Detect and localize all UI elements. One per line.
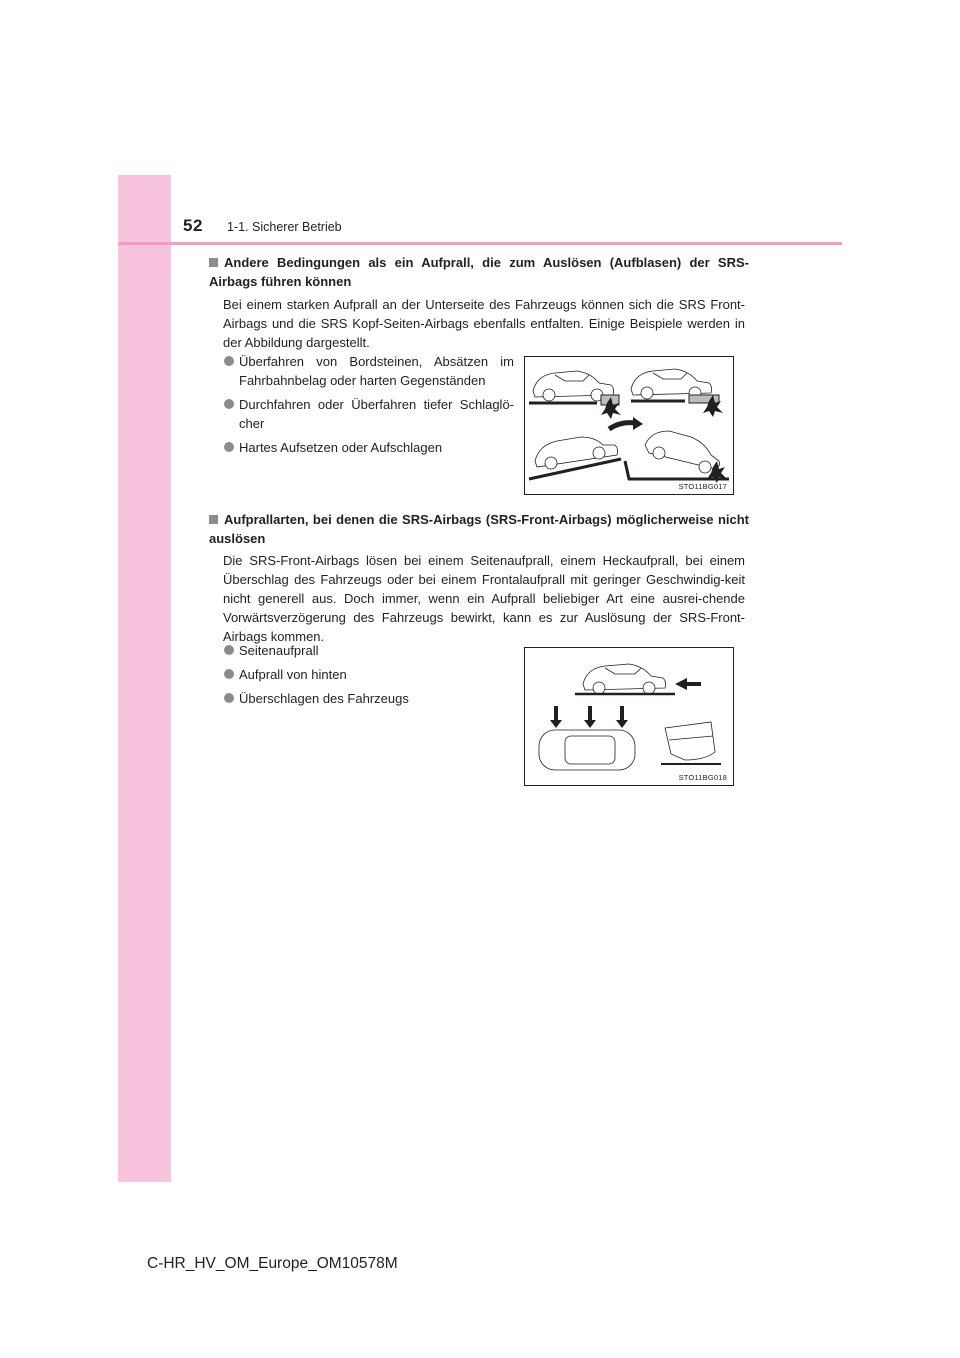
list-item: Durchfahren oder Überfahren tiefer Schlaglö-cher <box>224 395 514 433</box>
list-item: Hartes Aufsetzen oder Aufschlagen <box>224 438 514 457</box>
footer-doc-id: C-HR_HV_OM_Europe_OM10578M <box>147 1255 398 1272</box>
nondeployment-illustration <box>525 648 733 785</box>
figure-nondeployment-impacts <box>524 647 734 786</box>
bullet-dot-icon <box>224 645 234 655</box>
section1-paragraph: Bei einem starken Aufprall an der Unterseite des Fahrzeugs können sich die SRS Front-Airbags und die SRS Kopf-Seiten-Airbags ebenfalls entfalten. Einige Beispiele werden in der Abbildung dargestellt. <box>223 297 745 350</box>
bullet-dot-icon <box>224 693 234 703</box>
underbody-impact-illustration <box>525 357 733 494</box>
list-item: Überfahren von Bordsteinen, Absätzen im Fahrbahnbelag oder harten Gegenständen <box>224 352 514 390</box>
bullet-dot-icon <box>224 669 234 679</box>
section2-paragraph: Die SRS-Front-Airbags lösen bei einem Seitenaufprall, einem Heckaufprall, bei einem Überschlag des Fahrzeugs oder bei einem Frontalaufprall mit geringer Geschwindig-keit nicht generell aus. Doch immer, wenn ein Aufprall beliebiger Art eine ausrei-chende Vorwärtsverzögerung des Fahrzeugs bewirkt, kann es zur Auslösung der SRS-Front-Airbags kommen. <box>223 553 745 644</box>
section2-bullet-list <box>224 641 514 713</box>
section-title: 1-1. Sicherer Betrieb <box>227 220 342 234</box>
list-item: Aufprall von hinten <box>224 665 514 684</box>
bullet-dot-icon <box>224 356 234 366</box>
square-bullet-icon <box>209 515 218 524</box>
figure-code: STO11BG017 <box>678 482 727 491</box>
section1-heading <box>209 253 749 291</box>
square-bullet-icon <box>209 258 218 267</box>
figure-underbody-impact <box>524 356 734 495</box>
section1-heading-text: Andere Bedingungen als ein Aufprall, die zum Auslösen (Aufblasen) der SRS-Airbags führen können <box>209 255 749 289</box>
bullet-dot-icon <box>224 442 234 452</box>
list-item: Seitenaufprall <box>224 641 514 660</box>
section2-heading-text: Aufprallarten, bei denen die SRS-Airbags (SRS-Front-Airbags) möglicherweise nicht auslösen <box>209 512 749 546</box>
side-color-band <box>118 175 171 1182</box>
section2-heading <box>209 510 749 548</box>
section1-bullet-list <box>224 352 514 462</box>
bullet-dot-icon <box>224 399 234 409</box>
figure-code: STO11BG018 <box>678 773 727 782</box>
list-item: Überschlagen des Fahrzeugs <box>224 689 514 708</box>
page-number: 52 <box>183 216 203 235</box>
header-rule <box>118 242 842 245</box>
